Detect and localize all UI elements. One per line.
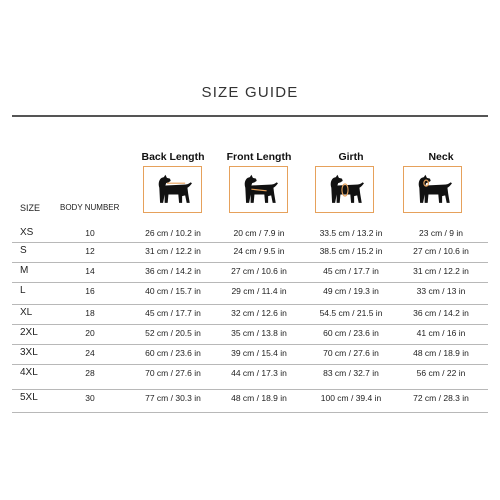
back-length-cell: 70 cm / 27.6 in [145, 368, 201, 378]
table-row [0, 225, 500, 243]
body-number-cell: 12 [85, 246, 95, 256]
neck-cell: 33 cm / 13 in [416, 286, 466, 296]
girth-cell: 100 cm / 39.4 in [320, 393, 382, 403]
front-length-cell: 20 cm / 7.9 in [233, 228, 285, 238]
table-row [0, 283, 500, 305]
size-cell: 2XL [20, 327, 38, 338]
size-cell: 3XL [20, 347, 38, 358]
body-number-cell: 16 [85, 286, 95, 296]
girth-cell: 70 cm / 27.6 in [323, 348, 379, 358]
header-front-length: Front Length [226, 151, 292, 163]
neck-cell: 56 cm / 22 in [416, 368, 466, 378]
table-row [0, 305, 500, 325]
neck-cell: 72 cm / 28.3 in [413, 393, 469, 403]
body-number-cell: 24 [85, 348, 95, 358]
body-number-cell: 28 [85, 368, 95, 378]
neck-cell: 23 cm / 9 in [419, 228, 463, 238]
front-length-cell: 44 cm / 17.3 in [231, 368, 287, 378]
table-row [0, 325, 500, 345]
girth-cell: 54.5 cm / 21.5 in [319, 308, 383, 318]
body-number-cell: 20 [85, 328, 95, 338]
row-divider [12, 412, 488, 413]
body-number-cell: 14 [85, 266, 95, 276]
header-neck: Neck [428, 151, 454, 163]
neck-cell: 27 cm / 10.6 in [413, 246, 469, 256]
back-length-cell: 77 cm / 30.3 in [145, 393, 201, 403]
front-length-cell: 35 cm / 13.8 in [231, 328, 287, 338]
front-length-cell: 27 cm / 10.6 in [231, 266, 287, 276]
dog-neck-icon [403, 166, 462, 213]
table-row [0, 263, 500, 283]
girth-cell: 38.5 cm / 15.2 in [319, 246, 383, 256]
back-length-cell: 45 cm / 17.7 in [145, 308, 201, 318]
neck-cell: 41 cm / 16 in [416, 328, 466, 338]
size-cell: S [20, 245, 27, 256]
table-row [0, 345, 500, 365]
front-length-cell: 29 cm / 11.4 in [231, 286, 287, 296]
body-number-cell: 18 [85, 308, 95, 318]
size-cell: L [20, 285, 26, 296]
size-cell: 5XL [20, 392, 38, 403]
size-cell: M [20, 265, 29, 276]
body-number-cell: 10 [85, 228, 95, 238]
table-row [0, 390, 500, 413]
back-length-cell: 26 cm / 10.2 in [145, 228, 201, 238]
neck-cell: 36 cm / 14.2 in [413, 308, 469, 318]
back-length-cell: 36 cm / 14.2 in [145, 266, 201, 276]
back-length-cell: 52 cm / 20.5 in [145, 328, 201, 338]
back-length-cell: 40 cm / 15.7 in [145, 286, 201, 296]
neck-cell: 48 cm / 18.9 in [413, 348, 469, 358]
front-length-cell: 32 cm / 12.6 in [231, 308, 287, 318]
girth-cell: 33.5 cm / 13.2 in [319, 228, 383, 238]
size-cell: XS [20, 227, 34, 238]
front-length-cell: 24 cm / 9.5 in [233, 246, 285, 256]
back-length-cell: 60 cm / 23.6 in [145, 348, 201, 358]
girth-cell: 45 cm / 17.7 in [323, 266, 379, 276]
header-back-length: Back Length [141, 151, 205, 163]
dog-back-length-icon [143, 166, 202, 213]
size-cell: 4XL [20, 367, 38, 378]
header-girth: Girth [338, 151, 364, 163]
girth-cell: 49 cm / 19.3 in [323, 286, 379, 296]
back-length-cell: 31 cm / 12.2 in [145, 246, 201, 256]
header-body-number: BODY NUMBER [60, 203, 120, 212]
table-row [0, 365, 500, 390]
size-cell: XL [20, 307, 33, 318]
neck-cell: 31 cm / 12.2 in [413, 266, 469, 276]
header-size: SIZE [20, 203, 41, 213]
dog-front-length-icon [229, 166, 288, 213]
front-length-cell: 39 cm / 15.4 in [231, 348, 287, 358]
body-number-cell: 30 [85, 393, 95, 403]
table-row [0, 243, 500, 263]
page-title: SIZE GUIDE [201, 84, 299, 101]
dog-girth-icon [315, 166, 374, 213]
girth-cell: 60 cm / 23.6 in [323, 328, 379, 338]
girth-cell: 83 cm / 32.7 in [323, 368, 379, 378]
front-length-cell: 48 cm / 18.9 in [231, 393, 287, 403]
title-divider [12, 115, 488, 117]
